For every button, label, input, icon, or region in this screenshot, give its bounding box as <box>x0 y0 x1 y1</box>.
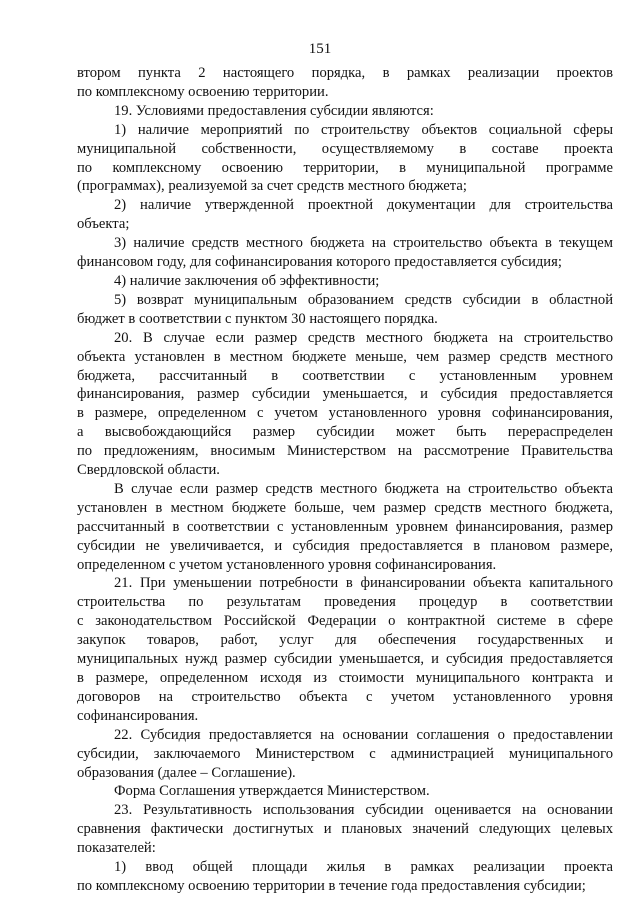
text-line: финансовом году, для софинансирования которого предоставляется субсидия; <box>77 254 562 271</box>
text-line: сравнения фактически достигнутых и плановых значений следующих целевых <box>77 821 613 838</box>
text-line: 3) наличие средств местного бюджета на строительство объекта в текущем <box>114 235 613 252</box>
text-line: 1) наличие мероприятий по строительству объектов социальной сферы <box>114 121 613 138</box>
text-line: рассчитанный в соответствии с установленным уровнем финансирования, размер <box>77 518 613 535</box>
text-line: объекта установлен в местном бюджете меньше, чем размер средств местного <box>77 348 613 365</box>
text-line: финансирования, размер субсидии уменьшается, и субсидия предоставляется <box>77 386 613 403</box>
text-line: закупок товаров, работ, услуг для обеспечения государственных и <box>77 632 613 649</box>
text-line: с законодательством Российской Федерации о контрактной системе в сфере <box>77 613 613 630</box>
text-line: в размере, определенном с учетом установленного уровня софинансирования, <box>77 405 613 422</box>
text-line: установлен в местном бюджете больше, чем размер средств местного бюджета, <box>77 499 613 516</box>
text-line: строительства по результатам проведения процедур в соответствии <box>77 594 613 611</box>
text-line: муниципальной собственности, осуществляемому в составе проекта <box>77 140 613 157</box>
text-line: объекта; <box>77 216 130 233</box>
text-line: 22. Субсидия предоставляется на основании соглашения о предоставлении <box>114 726 613 743</box>
text-line: определенном с учетом установленного уровня софинансирования. <box>77 556 497 573</box>
text-line: договоров на строительство объекта с учетом установленного уровня <box>77 688 613 705</box>
text-line: муниципальных нужд размер субсидии уменьшается, и субсидия предоставляется <box>77 651 613 668</box>
text-line: по предложениям, вносимым Министерством на рассмотрение Правительства <box>77 443 613 460</box>
text-line: софинансирования. <box>77 707 199 724</box>
text-line: показателей: <box>77 840 156 857</box>
text-line: 2) наличие утвержденной проектной документации для строительства <box>114 197 613 214</box>
text-line: Свердловской области. <box>77 462 220 479</box>
page-number: 151 <box>308 41 332 57</box>
text-line: бюджета, рассчитанный в соответствии с установленным уровнем <box>77 367 613 384</box>
text-line: субсидии не увеличивается, и субсидия предоставляется в плановом размере, <box>77 537 613 554</box>
text-line: 4) наличие заключения об эффективности; <box>114 272 380 289</box>
text-line: 21. При уменьшении потребности в финансировании объекта капитального <box>114 575 613 592</box>
text-line: а высвобождающийся размер субсидии может быть перераспределен <box>77 424 613 441</box>
text-line: по комплексному освоению территории. <box>77 83 329 100</box>
text-line: (программах), реализуемой за счет средств местного бюджета; <box>77 178 467 195</box>
text-line: 19. Условиями предоставления субсидии являются: <box>114 102 434 119</box>
text-line: по комплексному освоению территории в течение года предоставления субсидии; <box>77 877 586 894</box>
text-line: втором пункта 2 настоящего порядка, в рамках реализации проектов <box>77 65 613 81</box>
text-line: В случае если размер средств местного бюджета на строительство объекта <box>114 480 613 497</box>
text-line: 1) ввод общей площади жилья в рамках реализации проекта <box>114 859 613 876</box>
text-line: в размере, определенном исходя из стоимости муниципального контракта и <box>77 670 613 686</box>
text-line: Форма Соглашения утверждается Министерством. <box>114 783 430 800</box>
text-line: 20. В случае если размер средств местного бюджета на строительство <box>114 329 613 346</box>
text-line: образования (далее – Соглашение). <box>77 764 296 781</box>
text-line: по комплексному освоению территории, в муниципальной программе <box>77 159 613 176</box>
text-line: 5) возврат муниципальным образованием средств субсидии в областной <box>114 291 613 308</box>
text-line: бюджет в соответствии с пунктом 30 настоящего порядка. <box>77 310 438 327</box>
text-line: 23. Результативность использования субсидии оценивается на основании <box>114 802 613 819</box>
document-body <box>77 64 613 896</box>
text-line: субсидии, заключаемого Министерством с администрацией муниципального <box>77 745 613 762</box>
